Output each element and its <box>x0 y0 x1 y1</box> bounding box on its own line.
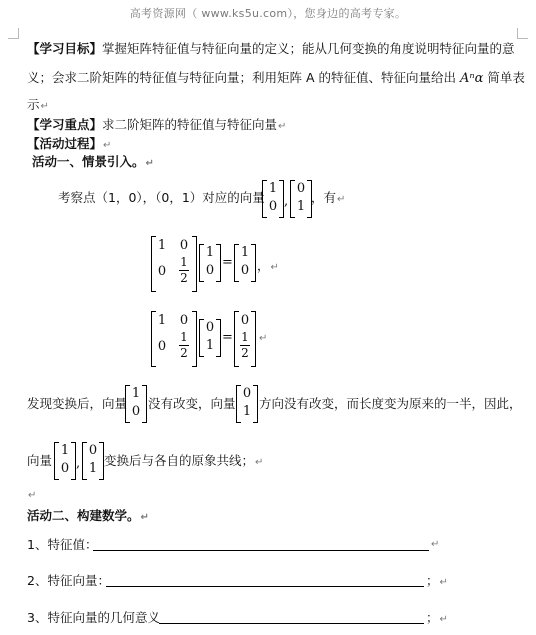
blank-eigenvalue[interactable] <box>93 550 429 551</box>
margin-corner-left <box>8 28 19 39</box>
vector-e2-collinear <box>82 442 104 480</box>
learning-goals-text2: 义；会求二阶矩阵的特征值与特征向量；利用矩阵 A 的特征值、特征向量给出 <box>27 70 456 85</box>
learning-focus-line <box>27 117 286 135</box>
vector-bottom: 0 <box>131 404 141 419</box>
comma-symbol: , <box>284 194 289 209</box>
vector-e1-discover <box>125 385 147 423</box>
matrix-m-22 <box>178 256 190 285</box>
paragraph-mark: ↵ <box>337 194 346 205</box>
learning-goals-text3: 简单表 <box>487 70 525 85</box>
fraction-denominator: 2 <box>180 346 188 360</box>
activity-process-label: 【活动过程】 <box>27 136 103 151</box>
matrix-m-12: 0 <box>179 313 189 328</box>
fraction-numerator: 1 <box>241 330 249 344</box>
paragraph-mark: ↵ <box>140 512 149 523</box>
activity-one-heading <box>32 154 154 172</box>
activity-two-text: 活动二、构建数学。 <box>27 508 140 523</box>
vector-top: 0 <box>240 313 250 328</box>
matrix-M-eq1 <box>151 236 197 292</box>
blank-eigenvector[interactable] <box>106 586 424 587</box>
equals-sign: = <box>222 330 233 345</box>
fraction-denominator: 2 <box>180 271 188 285</box>
discover-text-b: 没有改变，向量 <box>148 396 236 411</box>
matrix-m-21: 0 <box>157 339 167 354</box>
learning-goals-text4: 示 <box>27 97 40 112</box>
learning-goals-label: 【学习目标】 <box>27 41 103 56</box>
consider-text: 考察点（1，0），（0，1）对应的向量 <box>58 190 265 205</box>
consider-suffix <box>311 190 345 208</box>
vector-top: 1 <box>240 245 250 260</box>
matrix-M-eq2 <box>151 311 197 367</box>
vectors-line-b <box>104 453 263 471</box>
learning-focus-text: 求二阶矩阵的特征值与特征向量 <box>102 117 278 132</box>
vector-top: 1 <box>205 245 215 260</box>
activity-one-text: 活动一、情景引入。 <box>32 154 145 169</box>
matrix-m-12: 0 <box>179 238 189 253</box>
learning-goals-line2 <box>27 70 525 87</box>
eq1-end <box>257 258 279 276</box>
paragraph-mark: ↵ <box>270 262 279 273</box>
vector-bottom: 0 <box>60 461 70 476</box>
item-eigenvector: 2、特征向量： <box>27 573 110 588</box>
learning-focus-label: 【学习重点】 <box>27 117 103 132</box>
vectors-line-a: 向量 <box>27 453 53 468</box>
vector-e1-top: 1 <box>268 181 278 196</box>
vector-e1 <box>262 180 284 218</box>
discover-text-a: 发现变换后，向量 <box>27 396 128 411</box>
learning-goals-line3 <box>27 97 49 115</box>
margin-corner-right <box>517 28 528 39</box>
matrix-m-21: 0 <box>157 264 167 279</box>
vectors-line-b-text: 变换后与各自的原象共线； <box>104 453 255 468</box>
paragraph-mark: ↵ <box>255 457 264 468</box>
semicolon: ； <box>426 573 439 588</box>
vector-e1-bottom: 0 <box>268 199 278 214</box>
vector-e2-bottom: 1 <box>296 199 306 214</box>
fraction-numerator: 1 <box>180 255 188 269</box>
comma-text: ， <box>257 258 270 273</box>
math-a-n-alpha: Aⁿα <box>459 71 484 86</box>
result-vector-eq1 <box>234 244 256 282</box>
activity-two-heading <box>27 508 149 526</box>
item-eigenvector-end <box>426 573 448 591</box>
matrix-m-22 <box>178 331 190 360</box>
paragraph-mark: ↵ <box>439 614 448 625</box>
matrix-m-11: 1 <box>157 238 167 253</box>
page-header: 高考资源网（ www.ks5u.com），您身边的高考专家。 <box>129 7 407 20</box>
result-vector-eq2 <box>234 311 256 367</box>
item-geometric-end <box>426 610 448 628</box>
vector-top: 1 <box>60 443 70 458</box>
discover-text-c: 方向没有改变，而长度变为原来的一半，因此， <box>259 396 522 411</box>
paragraph-mark: ↵ <box>145 158 154 169</box>
paragraph-mark: ↵ <box>431 539 440 550</box>
vector-top: 0 <box>88 443 98 458</box>
item-geometric-meaning: 3、特征向量的几何意义 <box>27 610 160 625</box>
equals-sign: = <box>222 255 233 270</box>
comma-symbol: , <box>76 456 81 471</box>
learning-goals-text1: 掌握矩阵特征值与特征向量的定义；能从几何变换的角度说明特征向量的意 <box>102 41 515 56</box>
vector-e1-eq1 <box>199 244 221 282</box>
item-eigenvalue: 1、特征值： <box>27 537 98 552</box>
vector-top: 0 <box>242 386 252 401</box>
paragraph-mark: ↵ <box>28 490 37 501</box>
semicolon: ； <box>426 610 439 625</box>
vector-top: 0 <box>205 320 215 335</box>
vector-e2-eq2 <box>199 319 221 357</box>
vector-e2-discover <box>236 385 258 423</box>
paragraph-mark: ↵ <box>439 577 448 588</box>
learning-goals-line1 <box>27 41 515 57</box>
fraction-denominator: 2 <box>241 346 249 360</box>
fraction-numerator: 1 <box>180 330 188 344</box>
paragraph-mark: ↵ <box>40 101 49 112</box>
vector-bottom: 0 <box>205 263 215 278</box>
vector-e2 <box>290 180 312 218</box>
consider-suffix-text: ，有 <box>311 190 337 205</box>
vector-bottom: 1 <box>88 461 98 476</box>
matrix-m-11: 1 <box>157 313 167 328</box>
vector-e2-top: 0 <box>296 181 306 196</box>
blank-geometric-meaning[interactable] <box>159 623 424 624</box>
vector-top: 1 <box>131 386 141 401</box>
paragraph-mark: ↵ <box>259 333 268 344</box>
vector-fraction <box>239 331 251 360</box>
vector-e1-collinear <box>54 442 76 480</box>
paragraph-mark: ↵ <box>278 121 287 132</box>
activity-process-line <box>27 136 111 154</box>
vector-bottom: 1 <box>205 338 215 353</box>
vector-bottom: 1 <box>242 404 252 419</box>
paragraph-mark: ↵ <box>103 140 112 151</box>
vector-bottom: 0 <box>240 263 250 278</box>
